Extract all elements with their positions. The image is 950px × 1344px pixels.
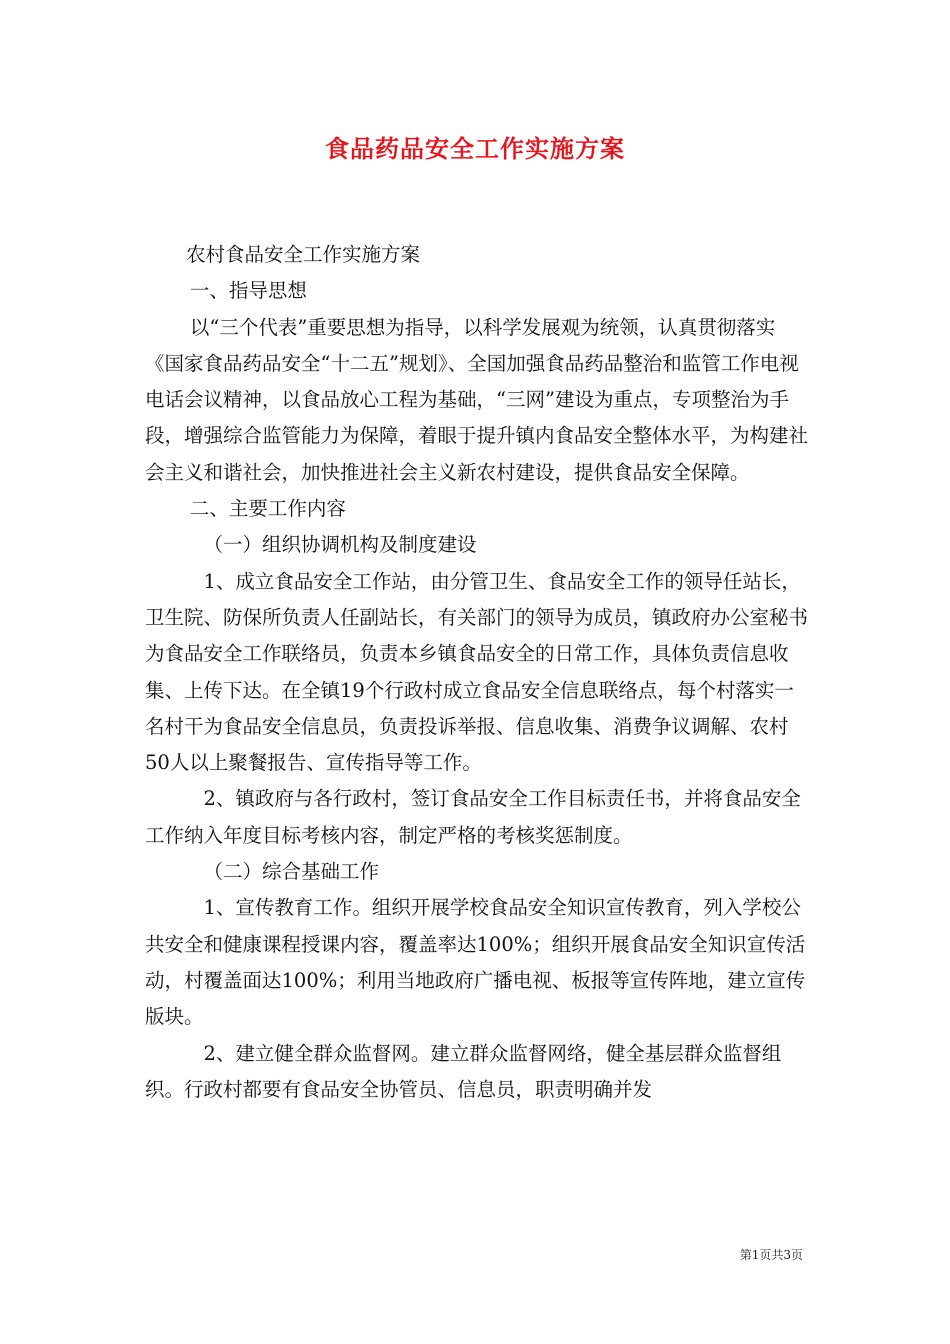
document-body xyxy=(145,237,810,1108)
subsection-heading-basic-work: （二）综合基础工作 xyxy=(203,860,380,884)
paragraph-basic-work-item-1: 1、宣传教育工作。组织开展学校食品安全知识宣传教育，列入学校公共安全和健康课程授课内容，覆盖率达100%；组织开展食品安全知识宣传活动，村覆盖面达100%；利用当地政府广播电视、板报等宣传阵地，建立宣传版块。 xyxy=(145,896,806,1029)
paragraph-organization-item-1: 1、成立食品安全工作站，由分管卫生、食品安全工作的领导任站长，卫生院、防保所负责人任副站长，有关部门的领导为成员，镇政府办公室秘书为食品安全工作联络员，负责本乡镇食品安全的日常工作，具体负责信息收集、上传下达。在全镇19个行政村成立食品安全信息联络点，每个村落实一名村干为食品安全信息员，负责投诉举报、信息收集、消费争议调解、农村50人以上聚餐报告、宣传指导等工作。 xyxy=(145,569,809,775)
subsection-heading-organization: （一）组织协调机构及制度建设 xyxy=(203,533,477,557)
subtitle: 农村食品安全工作实施方案 xyxy=(185,243,420,266)
paragraph-guiding-ideology: 以“三个代表”重要思想为指导，以科学发展观为统领，认真贯彻落实《国家食品药品安全“十二五”规划》、全国加强食品药品整治和监管工作电视电话会议精神，以食品放心工程为基础，“三网”建设为重点，专项整治为手段，增强综合监管能力为保障，着眼于提升镇内食品安全整体水平，为构建社会主义和谐社会，加快推进社会主义新农村建设，提供食品安全保障。 xyxy=(145,315,809,484)
document-title: 食品药品安全工作实施方案 xyxy=(325,134,625,163)
section-heading-main-work: 二、主要工作内容 xyxy=(189,497,346,521)
page-indicator: 第1页共3页 xyxy=(739,1248,803,1262)
paragraph-organization-item-2: 2、镇政府与各行政村，签订食品安全工作目标责任书，并将食品安全工作纳入年度目标考核内容，制定严格的考核奖惩制度。 xyxy=(145,787,801,847)
paragraph-basic-work-item-2: 2、建立健全群众监督网。建立群众监督网络，健全基层群众监督组织。行政村都要有食品安全协管员、信息员，职责明确并发 xyxy=(145,1041,782,1101)
section-heading-guiding-ideology: 一、指导思想 xyxy=(189,279,307,303)
